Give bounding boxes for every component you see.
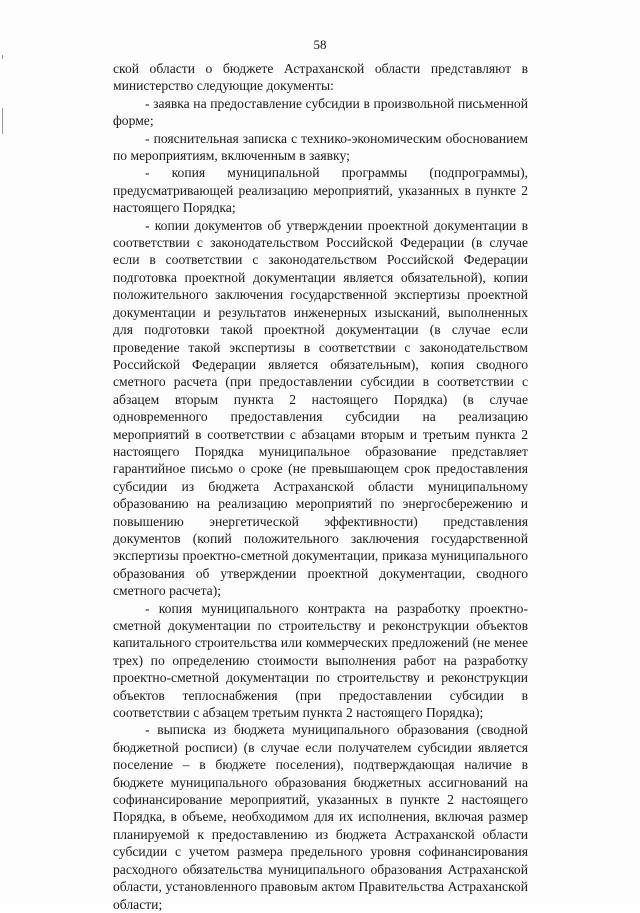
paragraph: - заявка на предоставление субсидии в произвольной письменной форме; (113, 95, 528, 129)
paragraph: - копия муниципальной программы (подпрограммы), предусматривающей реализацию мероприятий, указанных в пункте 2 настоящего Порядка; (113, 165, 528, 216)
page-number: 58 (313, 37, 327, 52)
paragraph: - копия муниципального контракта на разработку проектно-сметной документации по строительству и реконструкции объектов капитального строительства или коммерческих предложений (не менее трех) по определению стоимости выполнения работ на разработку проектно-сметной документации по строительству и реконструкции объектов теплоснабжения (при предоставлении субсидии в соответствии с абзацем третьим пункта 2 настоящего Порядка); (113, 600, 528, 721)
paragraph: ской области о бюджете Астраханской области представляют в министерство следующие документы: (113, 61, 528, 94)
paragraph: - пояснительная записка с технико-экономическим обоснованием по мероприятиям, включенным в заявку; (113, 130, 528, 164)
scan-margin-mark (2, 55, 3, 59)
scan-margin-mark (2, 108, 3, 134)
document-body (113, 60, 528, 913)
paragraph: - копии документов об утверждении проектной документации в соответствии с законодательством Российской Федерации (в случае если в соответствии с законодательством Российской Федерации подготовка проектной документации является обязательной), копии положительного заключения государственной экспертизы проектной документации и результатов инженерных изысканий, выполненных для подготовки такой проектной документации (в случае если проведение такой экспертизы в соответствии с законодательством Российской Федерации является обязательным), копия сводного сметного расчета (при предоставлении субсидии в соответствии с абзацем вторым пункта 2 настоящего Порядка) (в случае одновременного предоставления субсидии на реализацию мероприятий в соответствии с абзацами вторым и третьим пункта 2 настоящего Порядка муниципальное образование представляет гарантийное письмо о сроке (не превышающем срок предоставления субсидии из бюджета Астраханской области муниципальному образованию на реализацию мероприятий по энергосбережению и повышению энергетической эффективности) представления документов (копий положительного заключения государственной экспертизы проектно-сметной документации, приказа муниципального образования об утверждении проектной документации, сводного сметного расчета); (113, 217, 528, 599)
paragraph: - выписка из бюджета муниципального образования (сводной бюджетной росписи) (в случае если получателем субсидии является поселение – в бюджете поселения), подтверждающая наличие в бюджете муниципального образования бюджетных ассигнований на софинансирование мероприятий, указанных в пункте 2 настоящего Порядка, в объеме, необходимом для их исполнения, включая размер планируемой к предоставлению из бюджета Астраханской области субсидии с учетом размера предельного уровня софинансирования расходного обязательства муниципального образования Астраханской области, установленного правовым актом Правительства Астраханской области; (113, 722, 528, 912)
